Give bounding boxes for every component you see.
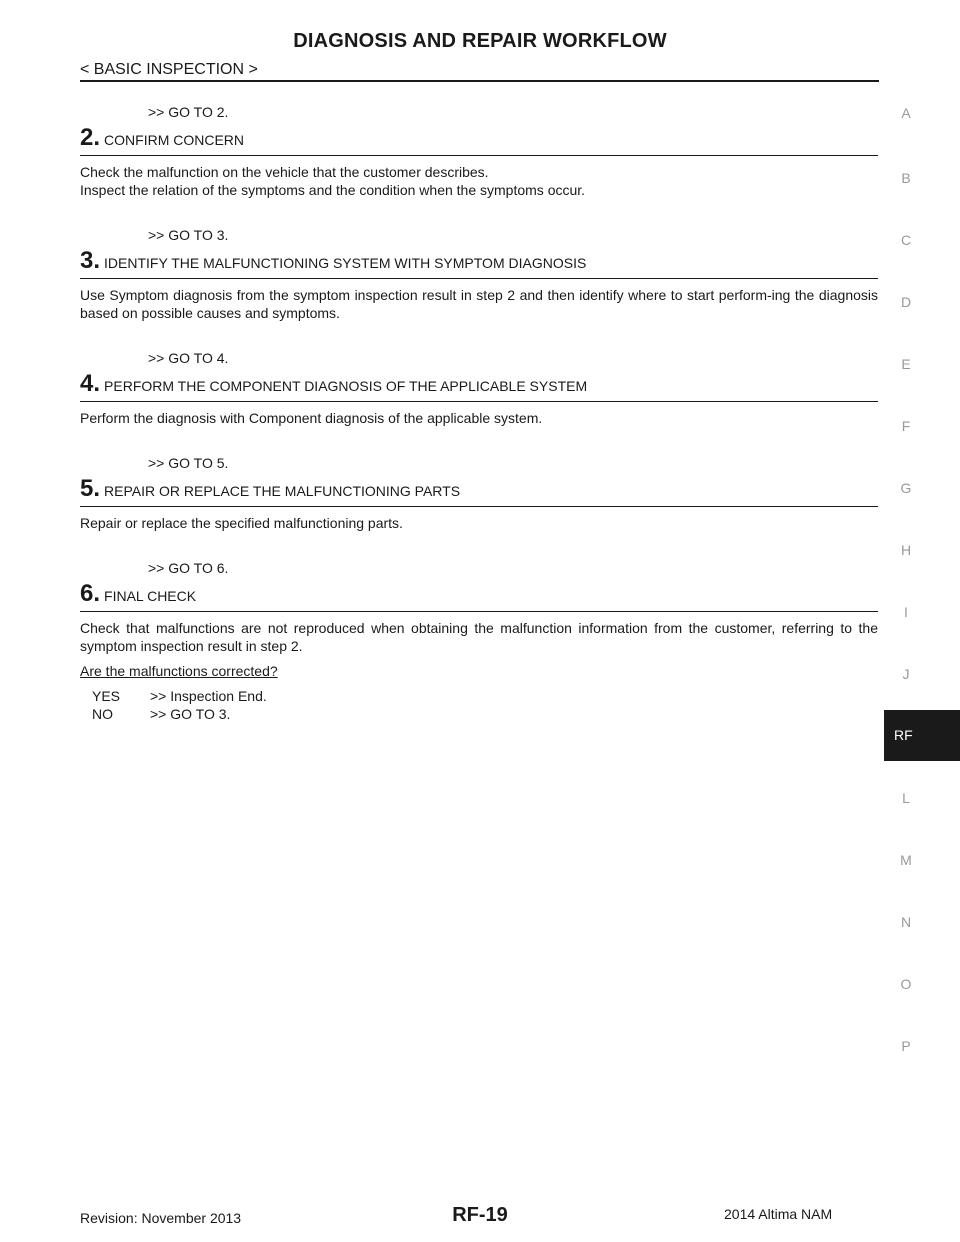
step-2-heading: 2 . CONFIRM CONCERN [80,124,245,151]
page-number: RF-19 [452,1204,508,1226]
step-divider [80,401,878,402]
step-6-number: 6 [80,580,94,607]
step-3-number: 3 [80,247,94,274]
tab-l[interactable]: L [902,790,910,806]
vehicle-model: 2014 Altima NAM [724,1206,833,1222]
page-title: DIAGNOSIS AND REPAIR WORKFLOW [293,30,667,52]
tab-i[interactable]: I [904,604,908,620]
tab-c[interactable]: C [900,232,912,248]
step-3-goto: >> GO TO 4. [148,350,229,366]
step-3-heading: 3 . IDENTIFY THE MALFUNCTIONING SYSTEM WITH SYMPTOM DIAGNOSIS [80,247,587,274]
page-footer [0,1204,960,1234]
tab-h[interactable]: H [900,542,912,558]
step-1-goto: >> GO TO 2. [148,104,229,120]
answer-yes [80,687,878,705]
step-4-title: PERFORM THE COMPONENT DIAGNOSIS OF THE APPLICABLE SYSTEM [104,378,588,394]
step-3-body: Use Symptom diagnosis from the symptom inspection result in step 2 and then identify where to start perform-ing the diagnosis based on possible causes and symptoms. [80,287,878,321]
step-divider [80,506,878,507]
tab-g[interactable]: G [900,480,912,496]
step-6-body: Check that malfunctions are not reproduced when obtaining the malfunction information from the customer, referring to the symptom inspection result in step 2. [80,620,878,654]
step-5-body: Repair or replace the specified malfunctioning parts. [80,515,403,531]
step-3 [80,247,878,366]
step-divider [80,278,878,279]
step-4-body: Perform the diagnosis with Component diagnosis of the applicable system. [80,410,543,426]
step-divider [80,155,878,156]
step-4-heading: 4 . PERFORM THE COMPONENT DIAGNOSIS OF THE APPLICABLE SYSTEM [80,370,588,397]
tab-n[interactable]: N [900,914,912,930]
step-6-title: FINAL CHECK [104,588,197,604]
tab-rf-active[interactable]: RF [884,710,960,761]
step-divider [80,611,878,612]
step-4-number: 4 [80,370,94,397]
answer-no-value: >> GO TO 3. [150,706,231,722]
tab-p[interactable]: P [901,1038,911,1054]
tab-e[interactable]: E [901,356,911,372]
header-divider [80,80,879,82]
tab-m[interactable]: M [900,852,912,868]
step-6-heading: 6 . FINAL CHECK [80,580,197,607]
step-2-goto: >> GO TO 3. [148,227,229,243]
tab-j[interactable]: J [902,666,910,682]
step-6 [80,580,878,723]
tab-a[interactable]: A [901,105,911,121]
answer-yes-key: YES [92,688,121,704]
step-2-number: 2 [80,124,94,151]
answer-no-key: NO [92,706,113,722]
step-2-title: CONFIRM CONCERN [104,132,245,148]
step-3-title: IDENTIFY THE MALFUNCTIONING SYSTEM WITH SYMPTOM DIAGNOSIS [104,255,587,271]
step-5-goto: >> GO TO 6. [148,560,229,576]
step-6-answers [80,687,878,723]
revision-date: Revision: November 2013 [80,1210,242,1226]
step-4-goto: >> GO TO 5. [148,455,229,471]
step-4 [80,370,878,471]
step-5-number: 5 [80,475,94,502]
section-subtitle: < BASIC INSPECTION > [80,61,258,78]
step-2 [80,124,878,243]
answer-no [80,705,878,723]
step-5-heading: 5 . REPAIR OR REPLACE THE MALFUNCTIONING PARTS [80,475,461,502]
tab-f[interactable]: F [901,418,911,434]
tab-o[interactable]: O [900,976,912,992]
answer-yes-value: >> Inspection End. [150,688,267,704]
tab-b[interactable]: B [901,170,911,186]
step-5 [80,475,878,576]
step-5-title: REPAIR OR REPLACE THE MALFUNCTIONING PARTS [104,483,461,499]
tab-d[interactable]: D [900,294,912,310]
step-2-body: Check the malfunction on the vehicle that the customer describes. Inspect the relation of the symptoms and the condition when the symptoms occur. [80,164,586,198]
step-6-question: Are the malfunctions corrected? [80,663,278,679]
workflow-content [80,104,878,723]
